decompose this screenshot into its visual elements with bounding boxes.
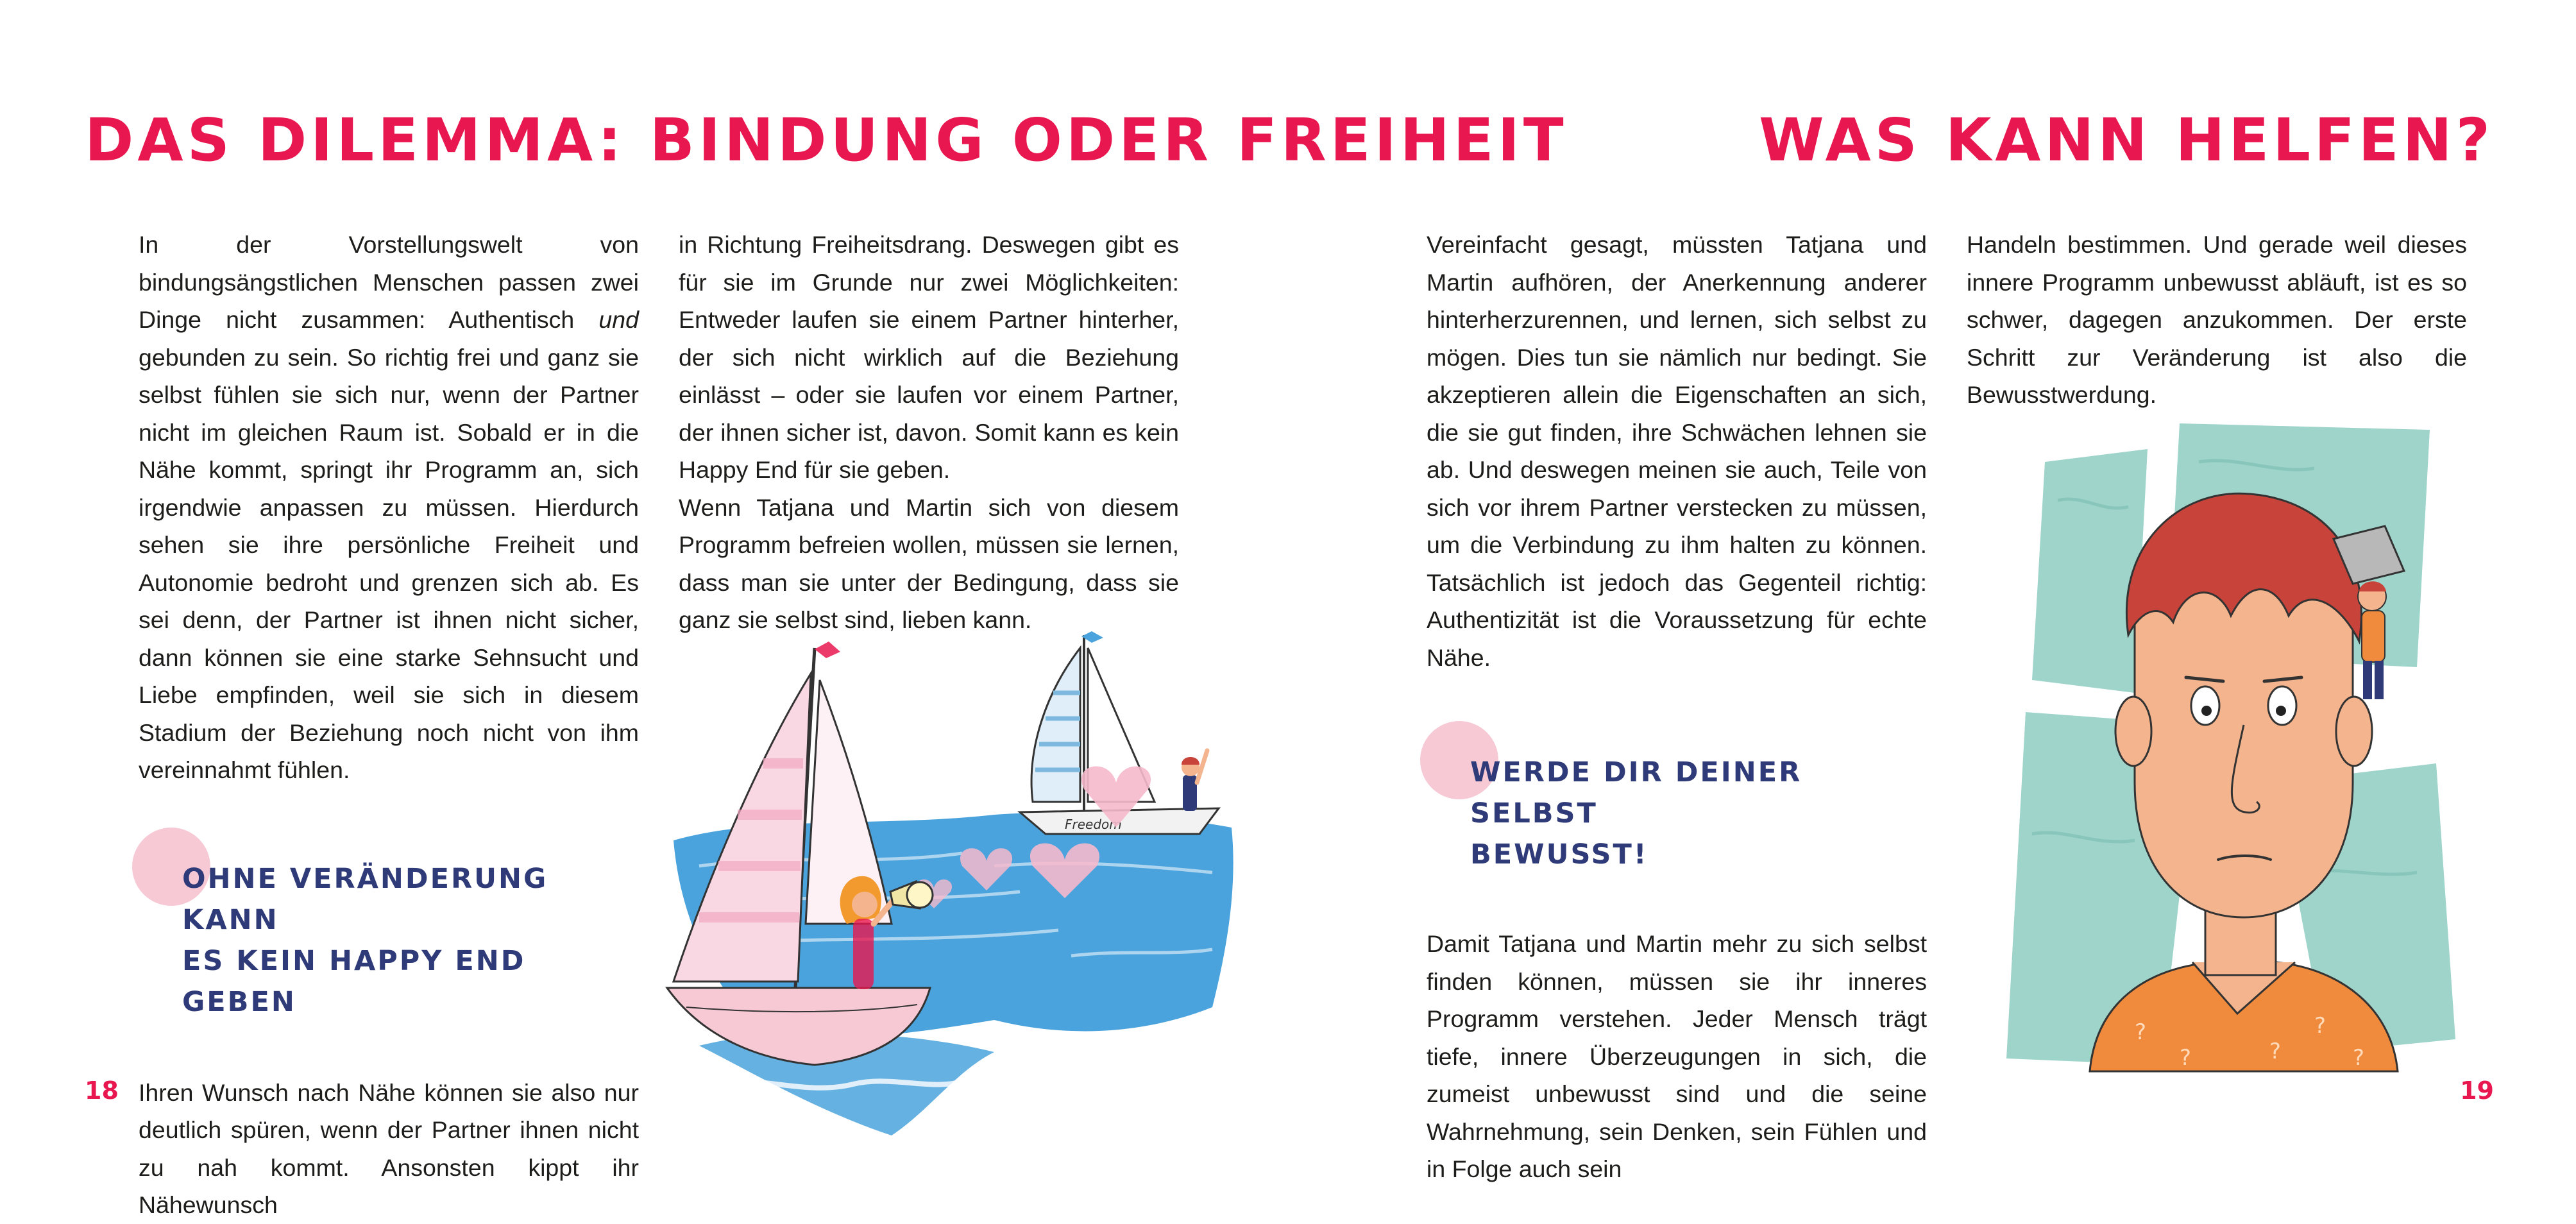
subhead-right xyxy=(1427,752,1927,875)
man-with-inner-voice-illustration xyxy=(2006,423,2481,1078)
subhead-left-line-2: ES KEIN HAPPY END GEBEN xyxy=(182,944,526,1018)
right-col1-paragraph-2: Damit Tatjana und Martin mehr zu sich selbst finden können, müssen sie ihr inneres Programm verstehen. Jeder Mensch trägt tiefe, innere Überzeugungen in sich, die zumeist unbewusst sind und die seine Wahrnehmung, sein Denken, sein Fühlen und in Folge auch sein xyxy=(1427,930,1927,1182)
svg-text:?: ? xyxy=(2269,1039,2282,1064)
right-column-1 xyxy=(1427,226,1927,1188)
right-col1-paragraph-1: Vereinfacht gesagt, müssten Tatjana und Martin aufhören, der Anerkennung anderer hinterherzurennen, und lernen, sich selbst zu mögen. Dies tun sie nämlich nur bedingt. Sie akzeptieren allein die Eigenschaften an sich, die sie gut finden, ihre Schwächen lehnen sie ab. Und deswegen meinen sie auch, Teile von sich vor ihrem Partner verstecken zu müssen, um die Verbindung zu ihm halten zu können. Tatsächlich ist jedoch das Gegenteil richtig: Authentizität ist die Voraussetzung für echte Nähe. xyxy=(1427,231,1927,671)
right-page xyxy=(1288,0,2576,1182)
page-number-right: 19 xyxy=(2460,1076,2494,1105)
sailboats-illustration xyxy=(661,622,1264,1155)
headline-left: DAS DILEMMA: BINDUNG ODER FREIHEIT xyxy=(85,106,1568,174)
page-number-left: 18 xyxy=(85,1076,119,1105)
svg-text:?: ? xyxy=(2353,1045,2365,1071)
subhead-left-line-1: OHNE VERÄNDERUNG KANN xyxy=(182,862,548,936)
left-column-1 xyxy=(139,226,639,1224)
svg-text:?: ? xyxy=(2135,1019,2147,1045)
right-column-2 xyxy=(1967,226,2467,414)
subhead-right-line-2: BEWUSST! xyxy=(1470,838,1648,871)
svg-text:?: ? xyxy=(2180,1045,2192,1071)
headline-right: WAS KANN HELFEN? xyxy=(1759,106,2494,174)
boat-name-label: Freedom xyxy=(1065,817,1122,832)
left-col2-paragraph-1: in Richtung Freiheitsdrang. Deswegen gibt es für sie im Grunde nur zwei Möglichkeiten: Entweder laufen sie einem Partner hinterher, der sich nicht wirklich auf die Beziehung einlässt – oder sie laufen vor einem Partner, der ihnen sicher ist, davon. Somit kann es kein Happy End für sie geben. xyxy=(679,231,1179,483)
left-col1-paragraph-2: Ihren Wunsch nach Nähe können sie also nur deutlich spüren, wenn der Partner ihnen nicht zu nah kommt. Ansonsten kippt ihr Nähewunsch xyxy=(139,1078,639,1218)
left-col2-paragraph-2: Wenn Tatjana und Martin sich von diesem Programm befreien wollen, müssen sie lernen, dass man sie unter der Bedingung, dass sie ganz sie selbst sind, lieben kann. xyxy=(679,493,1179,633)
left-column-2 xyxy=(679,226,1179,639)
subhead-right-line-1: WERDE DIR DEINER SELBST xyxy=(1470,756,1802,829)
subhead-left xyxy=(139,858,639,1023)
right-col2-paragraph-1: Handeln bestimmen. Und gerade weil dieses innere Programm unbewusst abläuft, ist es so schwer, dagegen anzukommen. Der erste Schritt zur Veränderung ist also die Bewusstwerdung. xyxy=(1967,231,2467,408)
mint-shard-icon xyxy=(2032,449,2148,693)
svg-text:?: ? xyxy=(2314,1013,2326,1039)
left-col1-paragraph-1: In der Vorstellungswelt von bindungsängstlichen Menschen passen zwei Dinge nicht zusammen: Authentisch und gebunden zu sein. So richtig frei und ganz sie selbst fühlen sie sich nur, wenn der Partner nicht im gleichen Raum ist. Sobald er in die Nähe kommt, springt ihr Programm an, sich irgendwie anpassen zu müssen. Hierdurch sehen sie ihre persönliche Freiheit und Autonomie bedroht und grenzen sich ab. Es sei denn, der Partner ist ihnen nicht sicher, dann können sie eine starke Sehnsucht und Liebe empfinden, weil sie sich in diesem Stadium der Beziehung noch nicht von ihm vereinnahmt fühlen. xyxy=(139,231,639,783)
